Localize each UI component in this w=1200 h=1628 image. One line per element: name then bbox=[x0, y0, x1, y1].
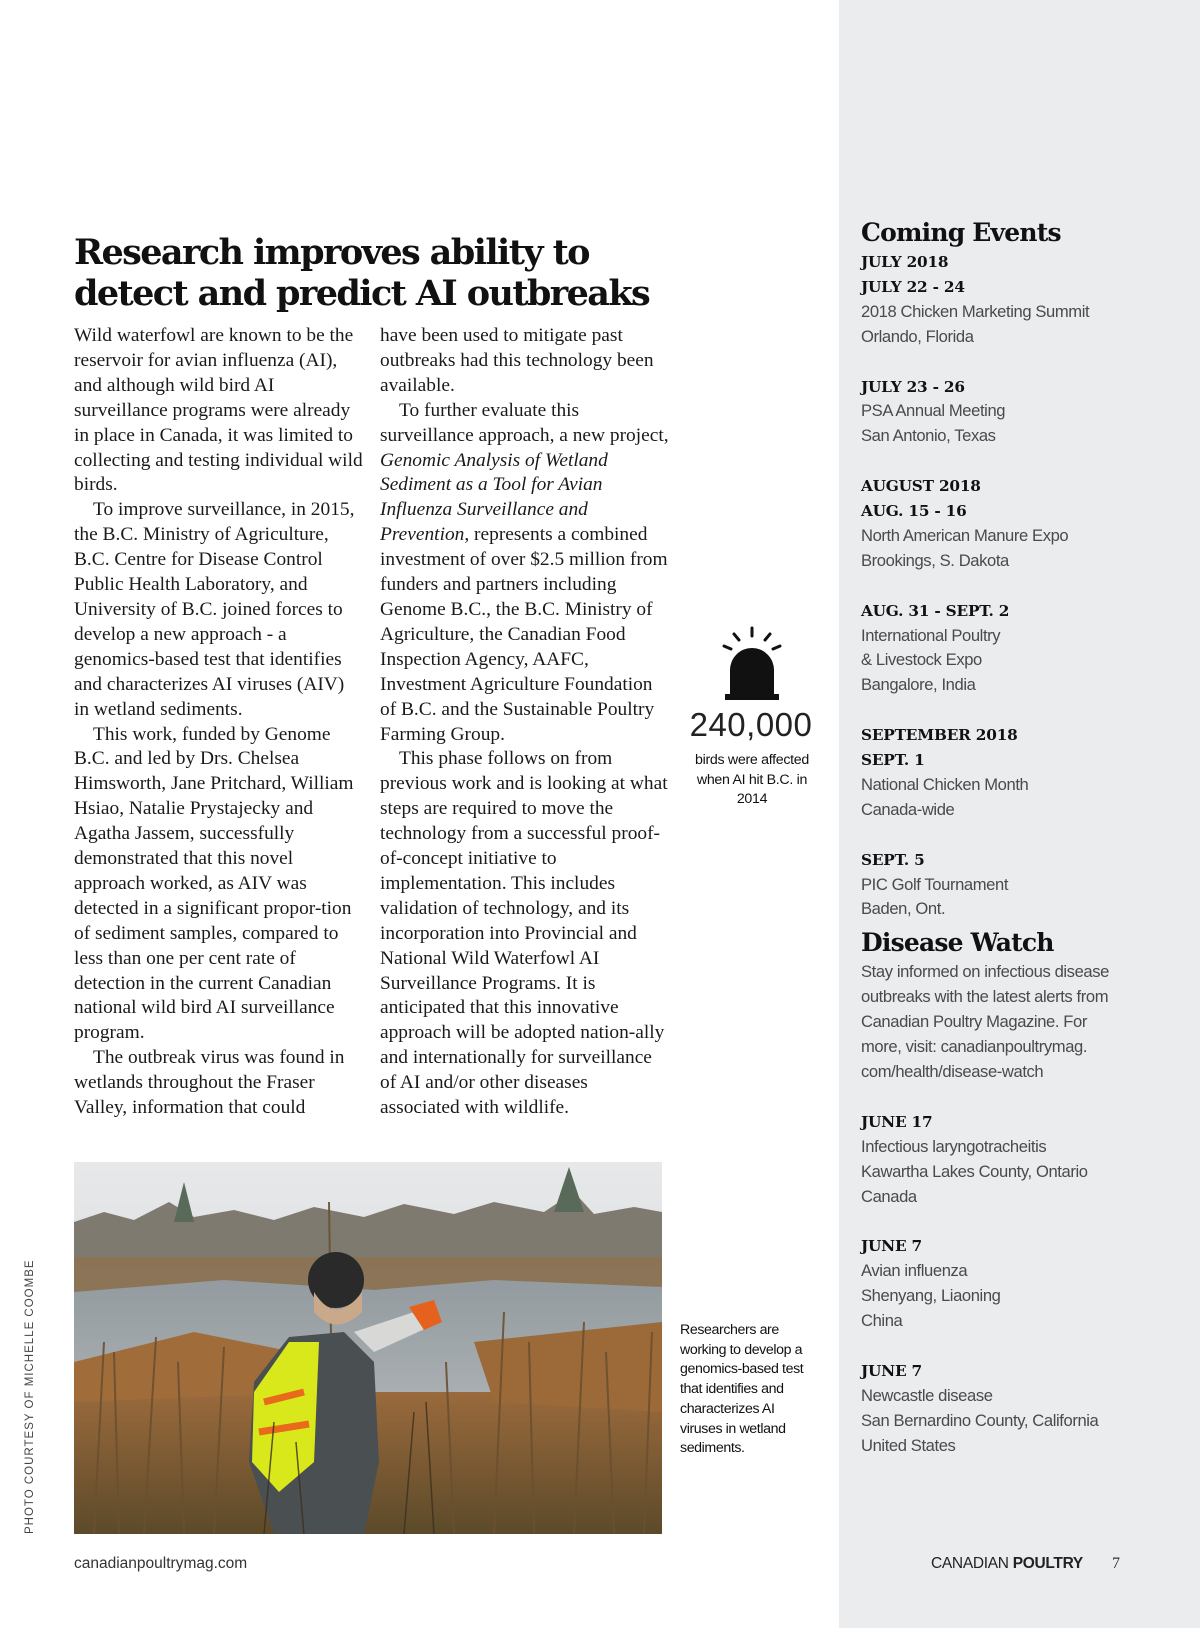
paragraph: have been used to mitigate past outbreaks had this technology been available. bbox=[380, 325, 654, 396]
footer-brand bbox=[931, 1555, 1083, 1573]
footer-website: canadianpoultrymag.com bbox=[74, 1555, 248, 1572]
alert-location: Shenyang, Liaoning bbox=[861, 1286, 1001, 1306]
alarm-icon bbox=[712, 626, 792, 706]
photo-caption: Researchers are working to develop a genomics-based test that identifies and characterizes AI viruses in wetland sediments. bbox=[680, 1322, 804, 1457]
alert-disease: Newcastle disease bbox=[861, 1385, 993, 1405]
alert-country: United States bbox=[861, 1435, 956, 1455]
event-location: Orlando, Florida bbox=[861, 326, 974, 346]
sidebar bbox=[861, 216, 1181, 1458]
alert-country: Canada bbox=[861, 1186, 917, 1206]
event-name: North American Manure Expo bbox=[861, 525, 1069, 545]
event-name: PIC Golf Tournament bbox=[861, 874, 1009, 894]
event-name: National Chicken Month bbox=[861, 774, 1029, 794]
alert-date: JUNE 7 bbox=[861, 1361, 922, 1380]
alert-location: San Bernardino County, California bbox=[861, 1410, 1099, 1430]
alert-date: JUNE 17 bbox=[861, 1112, 933, 1131]
page-number: 7 bbox=[1112, 1555, 1120, 1572]
event-date: AUG. 15 - 16 bbox=[861, 502, 967, 521]
event-date: JULY 22 - 24 bbox=[861, 277, 965, 296]
alert-date: JUNE 7 bbox=[861, 1237, 922, 1256]
stat-caption: birds were affected when AI hit B.C. in 2014 bbox=[695, 752, 809, 807]
event-name: International Poultry bbox=[861, 625, 1001, 645]
event-name: & Livestock Expo bbox=[861, 650, 982, 670]
disease-intro: Canadian Poultry Magazine. For bbox=[861, 1012, 1087, 1032]
paragraph bbox=[380, 399, 672, 748]
event-location: Baden, Ont. bbox=[861, 899, 946, 919]
disease-intro: outbreaks with the latest alerts from bbox=[861, 987, 1109, 1007]
event-location: Bangalore, India bbox=[861, 675, 976, 695]
disease-intro: com/health/disease-watch bbox=[861, 1062, 1044, 1082]
headline-line-2: detect and predict AI outbreaks bbox=[74, 273, 650, 314]
disease-watch-heading: Disease Watch bbox=[861, 928, 1054, 958]
disease-intro: Stay informed on infectious disease bbox=[861, 962, 1109, 982]
event-name: PSA Annual Meeting bbox=[861, 401, 1006, 421]
month-heading: SEPTEMBER 2018 bbox=[861, 726, 1018, 745]
paragraph: The outbreak virus was found in wetlands throughout the Fraser Valley, information that could bbox=[74, 1047, 345, 1119]
paragraph: Wild waterfowl are known to be the reservoir for avian influenza (AI), and although wild bird AI surveillance programs were already in place in Canada, it was limited to collecting and testing individual wild birds. bbox=[74, 325, 363, 496]
paragraph: To improve surveillance, in 2015, the B.C. Ministry of Agriculture, B.C. Centre for Disease Control Public Health Laboratory, and University of B.C. joined forces to develop a new approach - a genomics-based test that identifies and characterizes AI viruses (AIV) in wetland sediments. bbox=[74, 499, 355, 720]
disease-intro: more, visit: canadianpoultrymag. bbox=[861, 1037, 1088, 1057]
wetland-photo bbox=[74, 1162, 662, 1534]
brand-light: CANADIAN bbox=[931, 1555, 1009, 1572]
alert-country: China bbox=[861, 1311, 903, 1331]
event-date: SEPT. 5 bbox=[861, 850, 925, 869]
alert-disease: Infectious laryngotracheitis bbox=[861, 1136, 1047, 1156]
photo-credit: PHOTO COURTESY OF MICHELLE COOMBE bbox=[24, 1259, 36, 1534]
article-column-1 bbox=[74, 324, 364, 1121]
alert-location: Kawartha Lakes County, Ontario bbox=[861, 1161, 1088, 1181]
brand-bold: POULTRY bbox=[1012, 1555, 1083, 1572]
headline-line-1: Research improves ability to bbox=[74, 232, 589, 273]
alert-disease: Avian influenza bbox=[861, 1261, 968, 1281]
stat-number: 240,000 bbox=[689, 706, 813, 743]
event-location: San Antonio, Texas bbox=[861, 426, 996, 446]
paragraph-text: , represents a combined investment of over $2.5 million from funders and partners including Genome B.C., the B.C. Ministry of Agriculture, the Canadian Food Inspection Agency, AAFC, Investment Agriculture Foundation of B.C. and the Sustainable Poultry Farming Group. bbox=[380, 524, 668, 745]
article-headline bbox=[74, 232, 694, 314]
month-heading: AUGUST 2018 bbox=[861, 477, 981, 496]
coming-events-heading: Coming Events bbox=[861, 218, 1061, 247]
project-title: Genomic Analysis of Wetland Sediment as a Tool for Avian Influenza Surveillance and Prevention bbox=[380, 449, 608, 546]
event-location: Canada-wide bbox=[861, 799, 955, 819]
event-location: Brookings, S. Dakota bbox=[861, 550, 1009, 570]
paragraph-text: To further evaluate this surveillance approach, a new project, bbox=[380, 399, 669, 446]
event-date: AUG. 31 - SEPT. 2 bbox=[861, 601, 1010, 620]
event-date: SEPT. 1 bbox=[861, 751, 925, 770]
article-column-2 bbox=[380, 324, 672, 1121]
event-date: JULY 23 - 26 bbox=[861, 377, 965, 396]
paragraph: This work, funded by Genome B.C. and led by Drs. Chelsea Himsworth, Jane Pritchard, William Hsiao, Natalie Prystajecky and Agatha Jassem, successfully demonstrated that this novel approach worked, as AIV was detected in a significant propor-tion of sediment samples, compared to less than one per cent rate of detection in the current Canadian national wild bird AI surveillance program. bbox=[74, 723, 354, 1044]
paragraph: This phase follows on from previous work and is looking at what steps are required to move the technology from a successful proof-of-concept initiative to implementation. This includes validation of technology, and its incorporation into Provincial and National Wild Waterfowl AI Surveillance Programs. It is anticipated that this innovative approach will be adopted nation-ally and internationally for surveillance of AI and/or other diseases associated with wildlife. bbox=[380, 748, 668, 1119]
month-heading: JULY 2018 bbox=[861, 253, 949, 271]
event-name: 2018 Chicken Marketing Summit bbox=[861, 301, 1090, 321]
